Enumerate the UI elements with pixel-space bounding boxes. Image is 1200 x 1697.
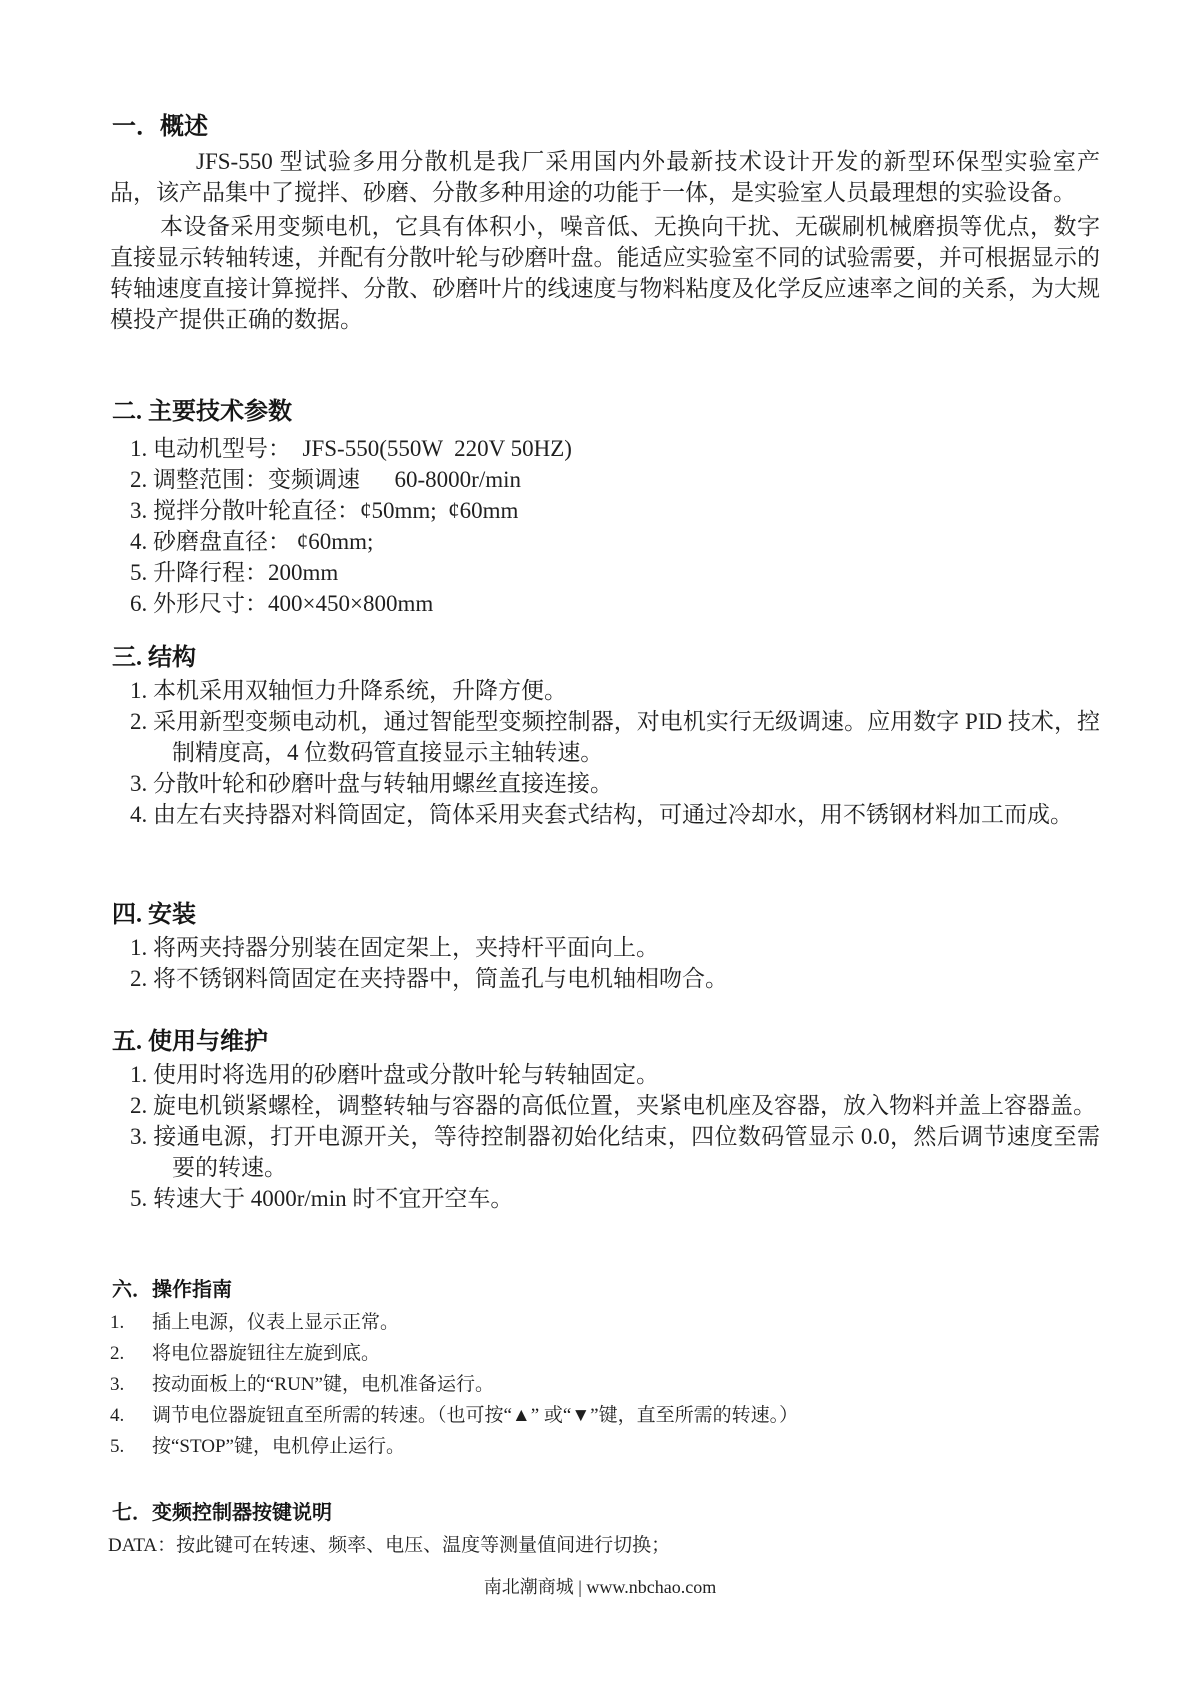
list-item: 3. 分散叶轮和砂磨叶盘与转轴用螺丝直接连接。 [130, 771, 613, 796]
list-item [108, 1307, 1100, 1338]
section-controller-keys-heading: 七．变频控制器按键说明 [112, 1502, 332, 1524]
operation-list [108, 1307, 1100, 1462]
item-text: 按“STOP”键，电机停止运行。 [152, 1436, 405, 1457]
item-number: 3. [110, 1374, 125, 1395]
section-installation-heading: 四. 安装 [112, 902, 196, 928]
section-structure-heading: 三. 结构 [112, 645, 196, 671]
item-number: 4. [110, 1405, 125, 1426]
section-installation [108, 900, 1100, 994]
section-controller-keys [108, 1498, 1100, 1561]
item-text: 插上电源，仪表上显示正常。 [152, 1312, 400, 1333]
list-item: 3. 接通电源，打开电源开关，等待控制器初始化结束，四位数码管显示 0.0，然后调节速度至需要的转速。 [130, 1124, 1100, 1180]
section-usage-heading: 五. 使用与维护 [112, 1029, 268, 1055]
list-item: 5. 转速大于 4000r/min 时不宜开空车。 [130, 1186, 514, 1211]
list-item: 4. 由左右夹持器对料筒固定，筒体采用夹套式结构，可通过冷却水，用不锈钢材料加工而成。 [130, 802, 1073, 827]
overview-paragraph-2: 本设备采用变频电机，它具有体积小，噪音低、无换向干扰、无碳刷机械磨损等优点，数字直接显示转轴转速，并配有分散叶轮与砂磨叶盘。能适应实验室不同的试验需要，并可根据显示的转轴速度直接计算搅拌、分散、砂磨叶片的线速度与物料粘度及化学反应速率之间的关系，为大规模投产提供正确的数据。 [110, 214, 1100, 332]
specs-list [108, 433, 1100, 619]
item-text: 调节电位器旋钮直至所需的转速。（也可按“▲” 或“▼”键，直至所需的转速。） [152, 1405, 799, 1426]
list-item [108, 1431, 1100, 1462]
list-item [108, 1369, 1100, 1400]
section-structure [108, 643, 1100, 830]
section-operation [108, 1275, 1100, 1462]
data-key-description: DATA：按此键可在转速、频率、电压、温度等测量值间进行切换； [108, 1535, 671, 1556]
list-item: 2. 调整范围：变频调速 60-8000r/min [130, 467, 521, 492]
usage-list [108, 1059, 1100, 1214]
section-overview-heading: 一．概述 [112, 114, 208, 140]
section-operation-heading: 六．操作指南 [112, 1279, 232, 1301]
item-text: 按动面板上的“RUN”键，电机准备运行。 [152, 1374, 494, 1395]
list-item: 2. 旋电机锁紧螺栓，调整转轴与容器的高低位置，夹紧电机座及容器，放入物料并盖上容器盖。 [130, 1093, 1096, 1118]
page-footer [0, 1574, 1200, 1600]
item-text: 将电位器旋钮往左旋到底。 [152, 1343, 381, 1364]
list-item: 2. 将不锈钢料筒固定在夹持器中，筒盖孔与电机轴相吻合。 [130, 966, 728, 991]
item-number: 1. [110, 1312, 125, 1333]
list-item: 1. 本机采用双轴恒力升降系统，升降方便。 [130, 678, 567, 703]
list-item [108, 1338, 1100, 1369]
item-number: 2. [110, 1343, 125, 1364]
section-specs [108, 397, 1100, 619]
section-specs-heading: 二. 主要技术参数 [112, 399, 292, 425]
item-number: 5. [110, 1436, 125, 1457]
list-item: 6. 外形尺寸：400×450×800mm [130, 591, 434, 616]
footer-text: 南北潮商城 | www.nbchao.com [483, 1577, 717, 1597]
list-item: 3. 搅拌分散叶轮直径：¢50mm; ¢60mm [130, 498, 519, 523]
overview-paragraph-1: JFS-550 型试验多用分散机是我厂采用国内外最新技术设计开发的新型环保型实验室产品，该产品集中了搅拌、砂磨、分散多种用途的功能于一体，是实验室人员最理想的实验设备。 [110, 149, 1100, 205]
list-item: 2. 采用新型变频电动机，通过智能型变频控制器，对电机实行无级调速。应用数字 PID 技术，控制精度高，4 位数码管直接显示主轴转速。 [130, 709, 1100, 765]
list-item: 1. 使用时将选用的砂磨叶盘或分散叶轮与转轴固定。 [130, 1062, 659, 1087]
list-item: 1. 将两夹持器分别装在固定架上，夹持杆平面向上。 [130, 935, 659, 960]
list-item: 1. 电动机型号： JFS-550(550W 220V 50HZ) [130, 436, 572, 461]
section-overview [108, 112, 1100, 338]
list-item: 4. 砂磨盘直径： ¢60mm; [130, 529, 374, 554]
section-usage [108, 1027, 1100, 1214]
structure-list [108, 675, 1100, 830]
list-item [108, 1400, 1100, 1431]
list-item: 5. 升降行程：200mm [130, 560, 339, 585]
installation-list [108, 932, 1100, 994]
